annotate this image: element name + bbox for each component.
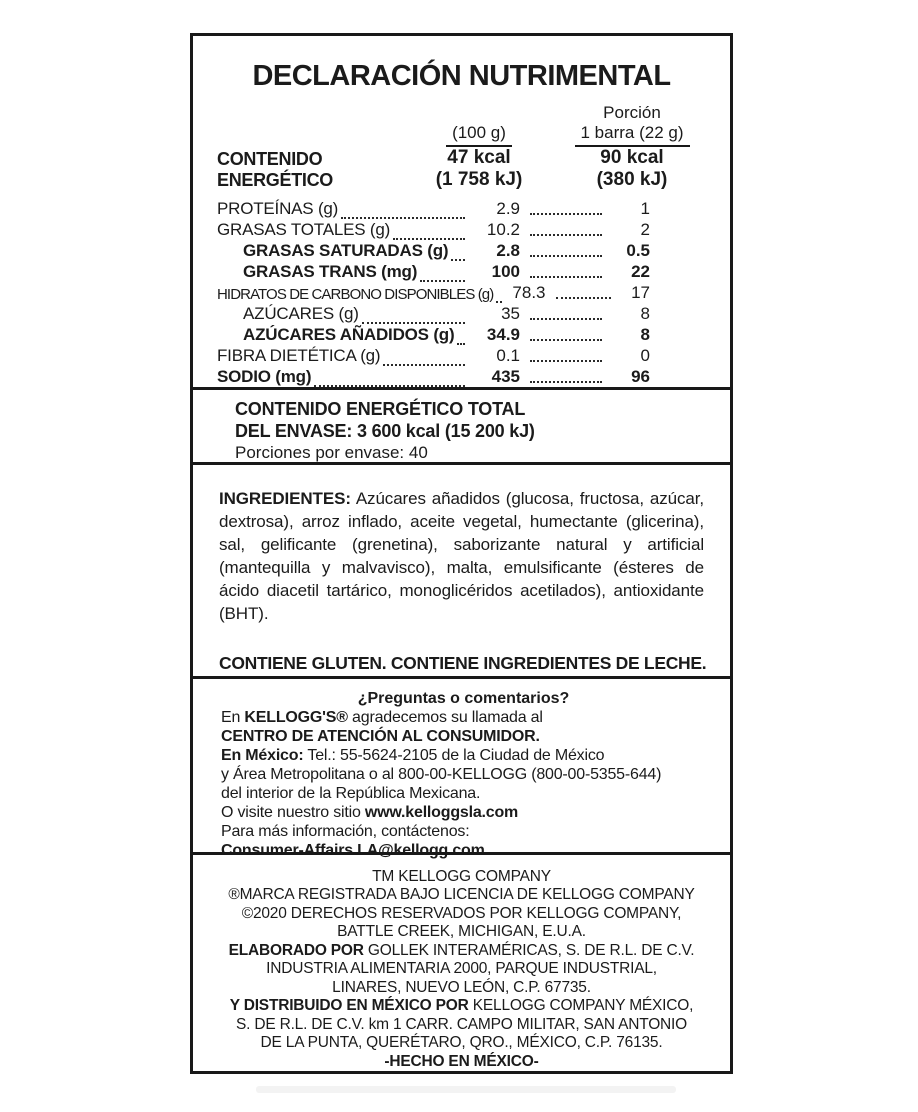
value-per-100g: 435 [491,367,520,386]
dotted-leader [556,297,612,299]
value-per-100g: 100 [491,262,520,281]
text-run: BATTLE CREEK, MICHIGAN, E.U.A. [337,923,586,940]
text-line [203,905,720,924]
ingredients-paragraph [219,487,704,625]
ingredients-text: Azúcares añadidos (glucosa, fructosa, azúcar, dextrosa), arroz inflado, aceite vegetal, humectante (glicerina), sal, gelificante (grenetina), saborizante natural y artificial (mantequilla y malvavisco), malta, emulsificante (ésteres de ácido diacetil tartárico, monoglicéridos acetilados), antioxidante (BHT). [219,489,704,623]
value-per-portion: 8 [640,325,650,344]
value-per-100g: 10.2 [486,220,520,239]
text-line [203,1034,720,1053]
dotted-leader [530,339,602,341]
dotted-leader [530,360,602,362]
text-run: www.kelloggsla.com [364,803,519,821]
text-line [203,979,720,998]
text-run: O visite nuestro sitio [221,803,365,821]
value-per-portion: 22 [631,262,650,281]
text-line [221,746,706,765]
column-header-portion: 1 barra (22 g) [564,123,700,147]
text-line [221,765,706,784]
spacer [217,103,418,105]
text-run: TM KELLOGG COMPANY [372,867,551,885]
text-line [203,886,720,905]
text-run: Tel.: 55-5624-2105 de la Ciudad de México [303,746,605,764]
text-line [203,942,720,961]
page-title: DECLARACIÓN NUTRIMENTAL [252,60,671,92]
column-header-100g: (100 g) [418,123,540,147]
value-per-portion: 1 [640,199,650,218]
section-nutrition-table [193,36,730,387]
text-line [203,923,720,942]
value-per-portion: 8 [640,304,650,323]
text-line [221,803,706,822]
nutrient-label: GRASAS TRANS (mg) [243,262,418,281]
text-run: CENTRO DE ATENCIÓN AL CONSUMIDOR. [221,727,540,745]
section-legal [193,852,730,1072]
dotted-leader [530,213,602,215]
text-line [221,727,706,746]
value-per-100g: 35 [501,304,520,323]
spacer [217,123,418,125]
contact-lines [221,708,706,860]
text-run: ©2020 DERECHOS RESERVADOS POR KELLOGG COMPANY, [241,904,682,922]
text-run: En [221,708,245,726]
text-run: S. DE R.L. DE C.V. km 1 CARR. CAMPO MILITAR, SAN ANTONIO [235,1015,688,1033]
energy-per-100g-kj: (1 758 kJ) [435,169,523,190]
nutrient-row [217,366,706,387]
text-run: ®MARCA REGISTRADA BAJO LICENCIA DE KELLOGG COMPANY [228,886,695,903]
nutrient-label: GRASAS TOTALES (g) [217,220,391,239]
nutrient-label: SODIO (mg) [217,367,312,386]
ingredients-lead: INGREDIENTES: [219,489,351,508]
value-per-portion: 2 [640,220,650,239]
column-header-row [217,123,706,147]
text-line [203,1016,720,1035]
value-per-portion: 17 [631,283,650,302]
total-energy-line1: CONTENIDO ENERGÉTICO TOTAL [235,399,526,419]
text-line [221,784,706,803]
section-total-energy [193,387,730,462]
section-ingredients [193,462,730,676]
energy-per-portion-kcal: 90 kcal [600,147,664,168]
allergen-statement: CONTIENE GLUTEN. CONTIENE INGREDIENTES DE LECHE. [219,653,707,673]
nutrient-label: PROTEÍNAS (g) [217,199,339,218]
text-run: y Área Metropolitana o al 800-00-KELLOGG (800-00-5355-644) [221,765,662,783]
nutrient-label: HIDRATOS DE CARBONO DISPONIBLES (g) [217,286,494,303]
value-per-portion: 0.5 [626,241,650,260]
section-contact [193,676,730,859]
nutrient-row [217,198,706,219]
text-run: Y DISTRIBUIDO EN MÉXICO POR [229,997,473,1014]
dotted-leader [496,301,502,303]
text-run: INDUSTRIA ALIMENTARIA 2000, PARQUE INDUSTRIAL, [266,960,657,977]
text-run: Consumer-Affairs.LA@kellogg.com [221,841,485,859]
nutrient-label: AZÚCARES AÑADIDOS (g) [243,325,455,344]
value-per-portion: 96 [631,367,650,386]
dotted-leader [530,381,602,383]
text-run: GOLLEK INTERAMÉRICAS, S. DE R.L. DE C.V. [367,941,695,959]
dotted-leader [530,276,602,278]
text-line [221,708,706,727]
cropped-next-label-hint [256,1086,676,1093]
column-header-portion-top: Porción [603,103,661,122]
nutrient-rows [217,198,706,387]
text-line [203,960,720,979]
column-header-row-top [217,103,706,123]
nutrient-row [217,345,706,366]
text-run: agradecemos su llamada al [347,708,543,726]
text-run: En México: [221,746,304,764]
nutrient-label: AZÚCARES (g) [243,304,359,323]
nutrient-row [217,303,706,324]
text-line [203,868,720,887]
dotted-leader [341,217,465,219]
text-line [203,1053,720,1072]
dotted-leader [383,364,465,366]
nutrient-row [217,261,706,282]
energy-per-portion [564,147,700,191]
total-energy-line2: DEL ENVASE: 3 600 kcal (15 200 kJ) [235,421,535,441]
text-line [221,822,706,841]
dotted-leader [420,280,465,282]
dotted-leader [457,343,465,345]
energy-content-row [217,147,706,191]
contact-heading: ¿Preguntas o comentarios? [357,689,570,707]
dotted-leader [530,255,602,257]
value-per-100g: 2.9 [496,199,520,218]
dotted-leader [451,259,465,261]
text-run: KELLOGG COMPANY MÉXICO, [472,997,694,1014]
value-per-100g: 0.1 [496,346,520,365]
energy-per-100g-kcal: 47 kcal [447,147,511,168]
dotted-leader [393,238,465,240]
dotted-leader [362,322,465,324]
text-run: del interior de la República Mexicana. [221,784,481,802]
legal-lines [203,868,720,1072]
value-per-100g: 78.3 [512,283,546,302]
servings-per-package: Porciones por envase: 40 [235,443,428,462]
energy-per-portion-kj: (380 kJ) [596,169,668,190]
nutrient-row [217,240,706,261]
energy-content-label: CONTENIDO ENERGÉTICO [217,149,334,190]
text-run: LINARES, NUEVO LEÓN, C.P. 67735. [332,978,591,996]
text-run: KELLOGG'S® [244,708,348,726]
dotted-leader [530,318,602,320]
dotted-leader [530,234,602,236]
nutrient-row [217,219,706,240]
nutrient-row [217,324,706,345]
value-per-100g: 2.8 [496,241,520,260]
nutrient-row [217,282,706,303]
text-run: ELABORADO POR [228,941,368,959]
value-per-portion: 0 [640,346,650,365]
value-per-100g: 34.9 [486,325,520,344]
nutrient-label: FIBRA DIETÉTICA (g) [217,346,381,365]
text-run: DE LA PUNTA, QUERÉTARO, QRO., MÉXICO, C.P. 76135. [260,1034,663,1051]
nutrition-label [190,33,733,1074]
energy-per-100g [418,147,540,191]
text-run: Para más información, contáctenos: [221,822,470,840]
text-line [203,997,720,1016]
nutrient-label: GRASAS SATURADAS (g) [243,241,449,260]
energy-table [217,103,706,191]
text-run: -HECHO EN MÉXICO- [384,1052,539,1070]
